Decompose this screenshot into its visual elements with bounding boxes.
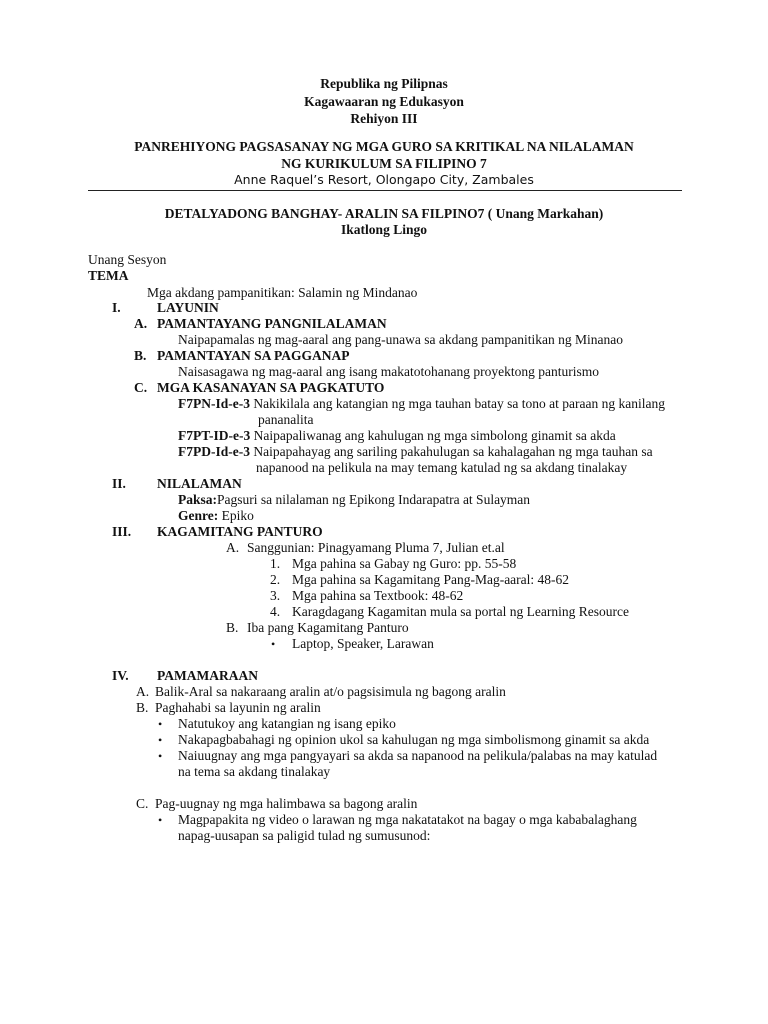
s1-b-title: PAMANTAYAN SA PAGGANAP xyxy=(157,348,350,363)
s4-b-bullet-3: Naiuugnay ang mga pangyayari sa akda sa napanood na pelikula/palabas na may katulad xyxy=(178,748,658,763)
genre-text: Epiko xyxy=(218,508,254,523)
competency-1-code: F7PN-Id-e-3 xyxy=(178,396,250,411)
competency-2 xyxy=(178,428,616,444)
section-iv-number: IV. xyxy=(112,668,129,683)
s1-a-text: Naipapamalas ng mag-aaral ang pang-unawa sa akdang pampanitikan ng Minanao xyxy=(178,332,623,347)
paksa xyxy=(178,492,530,508)
competency-1-continued: pananalita xyxy=(258,412,314,427)
list-item: Mga pahina sa Gabay ng Guro: pp. 55-58 xyxy=(292,556,517,571)
genre xyxy=(178,508,254,524)
header-department: Kagawaaran ng Edukasyon xyxy=(304,94,464,109)
list-item-number: 3. xyxy=(270,588,281,603)
training-title-line2: NG KURIKULUM SA FILIPINO 7 xyxy=(281,156,487,171)
s4-b-bullet-2: Nakapagbabahagi ng opinion ukol sa kahulugan ng mga simbolismong ginamit sa akda xyxy=(178,732,650,747)
genre-label: Genre: xyxy=(178,508,219,523)
header-divider xyxy=(88,190,682,191)
list-item-number: 4. xyxy=(270,604,281,619)
bullet-icon: • xyxy=(158,733,163,747)
section-iv-title: PAMAMARAAN xyxy=(157,668,258,683)
s3-b-letter: B. xyxy=(226,620,239,635)
paksa-text: Pagsuri sa nilalaman ng Epikong Indarapatra at Sulayman xyxy=(217,492,531,507)
training-title-line1: PANREHIYONG PAGSASANAY NG MGA GURO SA KRITIKAL NA NILALAMAN xyxy=(134,139,634,154)
s4-c-letter: C. xyxy=(136,796,149,811)
bullet-icon: • xyxy=(271,637,276,651)
bullet-icon: • xyxy=(158,813,163,827)
venue: Anne Raquel’s Resort, Olongapo City, Zambales xyxy=(234,172,534,187)
section-i-number: I. xyxy=(112,300,121,315)
list-item: Karagdagang Kagamitan mula sa portal ng Learning Resource xyxy=(292,604,629,619)
competency-3-continued: napanood na pelikula na may temang katulad ng sa akdang tinalakay xyxy=(256,460,628,475)
section-iii-title: KAGAMITANG PANTURO xyxy=(157,524,323,539)
section-ii-number: II. xyxy=(112,476,126,491)
competency-1 xyxy=(178,396,665,412)
s1-c-title: MGA KASANAYAN SA PAGKATUTO xyxy=(157,380,385,395)
s3-a-letter: A. xyxy=(226,540,240,555)
s4-a-letter: A. xyxy=(136,684,150,699)
section-i-title: LAYUNIN xyxy=(157,300,219,315)
s4-a-text: Balik-Aral sa nakaraang aralin at/o pagsisimula ng bagong aralin xyxy=(155,684,506,699)
section-iii-number: III. xyxy=(112,524,132,539)
tema-label: TEMA xyxy=(88,268,129,283)
session-label: Unang Sesyon xyxy=(88,252,167,267)
s4-b-letter: B. xyxy=(136,700,149,715)
bullet-icon: • xyxy=(158,749,163,763)
lesson-plan-title: DETALYADONG BANGHAY- ARALIN SA FILPINO7 ( Unang Markahan) xyxy=(164,206,604,221)
s4-c-bullet-1: Magpapakita ng video o larawan ng mga nakatatakot na bagay o mga kababalaghang xyxy=(178,812,637,827)
list-item-number: 2. xyxy=(270,572,281,587)
list-item: Mga pahina sa Textbook: 48-62 xyxy=(292,588,464,603)
competency-3 xyxy=(178,444,653,460)
paksa-label: Paksa: xyxy=(178,492,218,507)
competency-3-text: Naipapahayag ang sariling pakahulugan sa kahalagahan ng mga tauhan sa xyxy=(249,444,653,459)
header-region: Rehiyon III xyxy=(350,111,418,126)
s4-c-bullet-1-continued: napag-uusapan sa paligid tulad ng sumusunod: xyxy=(178,828,431,843)
s1-a-letter: A. xyxy=(134,316,148,331)
s1-c-letter: C. xyxy=(134,380,148,395)
s3-a-text: Sanggunian: Pinagyamang Pluma 7, Julian et.al xyxy=(247,540,505,555)
s4-c-text: Pag-uugnay ng mga halimbawa sa bagong aralin xyxy=(155,796,418,811)
bullet-icon: • xyxy=(158,717,163,731)
s4-b-text: Paghahabi sa layunin ng aralin xyxy=(155,700,321,715)
week-label: Ikatlong Lingo xyxy=(341,222,427,237)
list-item: Mga pahina sa Kagamitang Pang-Mag-aaral: 48-62 xyxy=(292,572,570,587)
competency-3-code: F7PD-Id-e-3 xyxy=(178,444,250,459)
s1-b-letter: B. xyxy=(134,348,147,363)
s3-b-text: Iba pang Kagamitang Panturo xyxy=(247,620,409,635)
s4-b-bullet-1: Natutukoy ang katangian ng isang epiko xyxy=(178,716,396,731)
s1-b-text: Naisasagawa ng mag-aaral ang isang makatotohanang proyektong panturismo xyxy=(178,364,599,379)
tema-text: Mga akdang pampanitikan: Salamin ng Mindanao xyxy=(147,285,418,300)
s4-b-bullet-3-continued: na tema sa akdang tinalakay xyxy=(178,764,331,779)
s3-b-bullet: Laptop, Speaker, Larawan xyxy=(292,636,434,651)
list-item-number: 1. xyxy=(270,556,281,571)
s1-a-title: PAMANTAYANG PANGNILALAMAN xyxy=(157,316,387,331)
competency-2-code: F7PT-ID-e-3 xyxy=(178,428,251,443)
header-republic: Republika ng Pilipnas xyxy=(320,76,448,91)
competency-1-text: Nakikilala ang katangian ng mga tauhan batay sa tono at paraan ng kanilang xyxy=(249,396,665,411)
section-ii-title: NILALAMAN xyxy=(157,476,242,491)
competency-2-text: Naipapaliwanag ang kahulugan ng mga simbolong ginamit sa akda xyxy=(250,428,616,443)
